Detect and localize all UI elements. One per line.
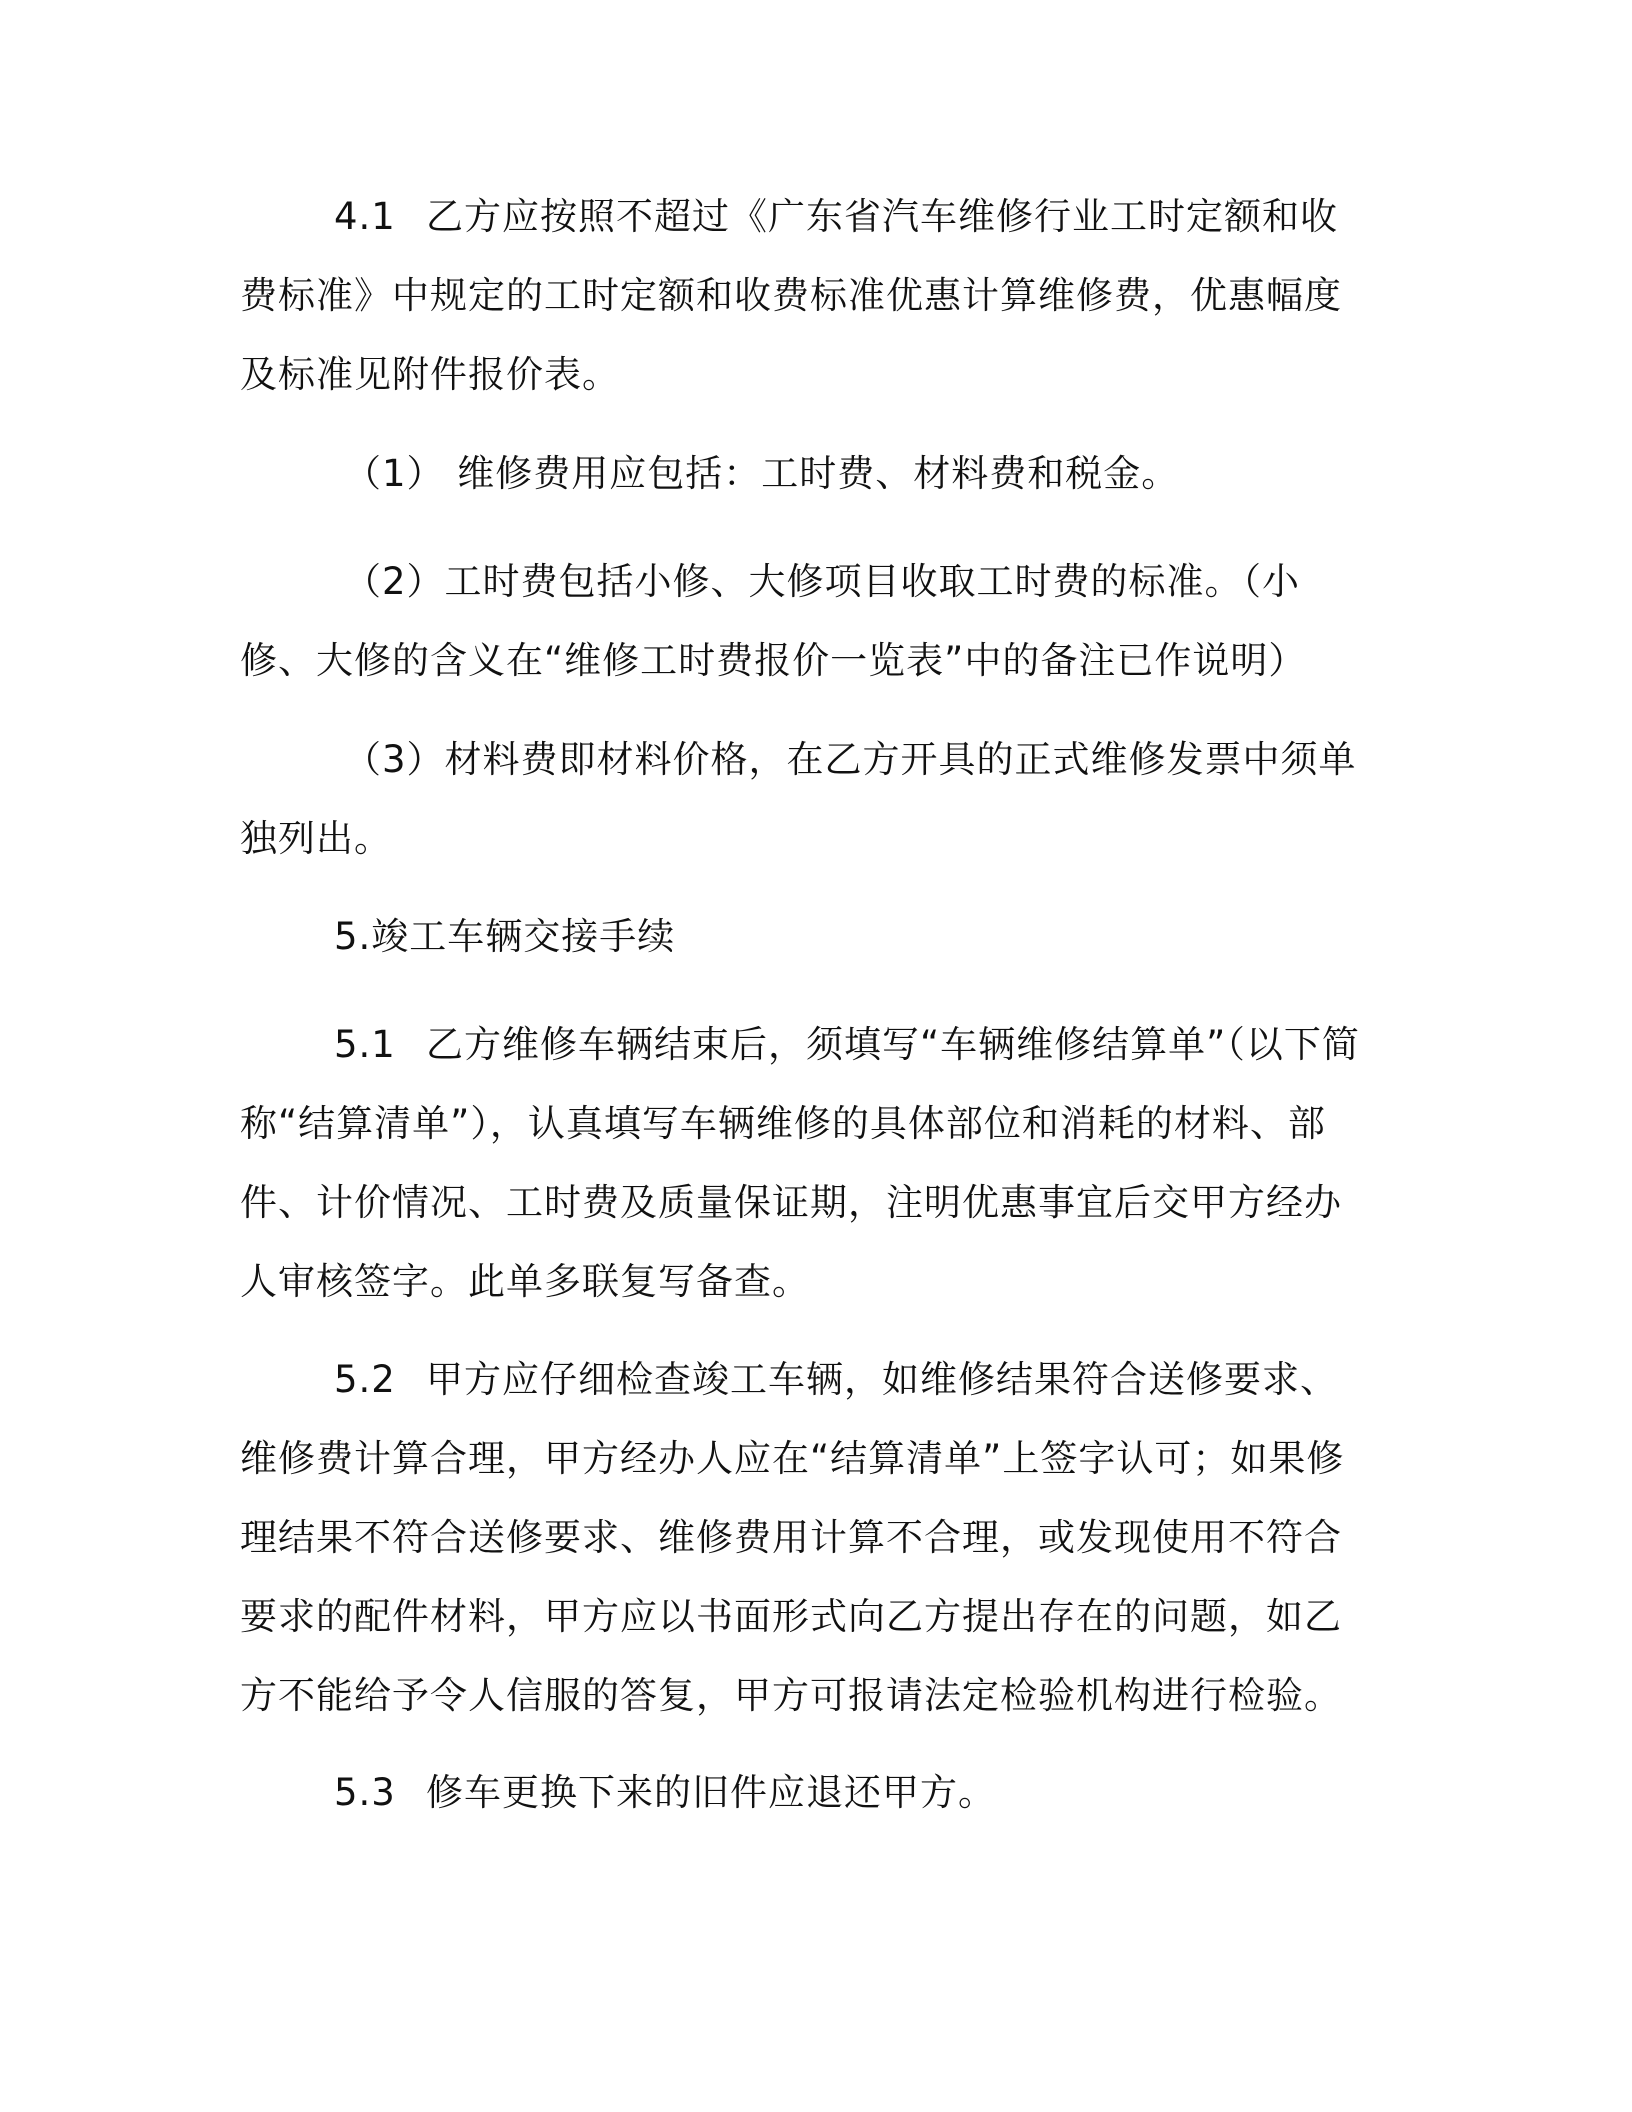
clause-number: 4.1	[334, 195, 396, 238]
section-heading-5	[240, 897, 1370, 976]
clause-4-1-item-2	[240, 542, 1370, 700]
clause-text: 修车更换下来的旧件应退还甲方。	[426, 1771, 996, 1814]
clause-4-1-item-1	[240, 434, 1370, 513]
clause-text: 乙方应按照不超过《广东省汽车维修行业工时定额和收费标准》中规定的工时定额和收费标准优惠计算维修费，优惠幅度及标准见附件报价表。	[240, 195, 1342, 396]
clause-5-1	[240, 1005, 1370, 1321]
clause-text: （1） 维修费用应包括：工时费、材料费和税金。	[344, 452, 1180, 495]
clause-number: 5.2	[334, 1358, 396, 1401]
clause-5-2	[240, 1340, 1370, 1735]
clause-text: （2）工时费包括小修、大修项目收取工时费的标准。（小修、大修的含义在“维修工时费报价一览表”中的备注已作说明）	[240, 560, 1307, 682]
section-title: 5.竣工车辆交接手续	[334, 915, 676, 958]
clause-number: 5.3	[334, 1771, 396, 1814]
clause-4-1	[240, 177, 1370, 414]
clause-text: 乙方维修车辆结束后，须填写“车辆维修结算单”（以下简称“结算清单”），认真填写车辆维修的具体部位和消耗的材料、部件、计价情况、工时费及质量保证期，注明优惠事宜后交甲方经办人审核签字。此单多联复写备查。	[240, 1023, 1360, 1303]
clause-4-1-item-3	[240, 720, 1370, 878]
clause-5-3	[240, 1753, 1370, 1832]
clause-text: 甲方应仔细检查竣工车辆，如维修结果符合送修要求、维修费计算合理，甲方经办人应在“结算清单”上签字认可；如果修理结果不符合送修要求、维修费用计算不合理，或发现使用不符合要求的配件材料，甲方应以书面形式向乙方提出存在的问题，如乙方不能给予令人信服的答复，甲方可报请法定检验机构进行检验。	[240, 1358, 1345, 1717]
clause-text: （3）材料费即材料价格，在乙方开具的正式维修发票中须单独列出。	[240, 738, 1357, 860]
clause-number: 5.1	[334, 1023, 396, 1066]
